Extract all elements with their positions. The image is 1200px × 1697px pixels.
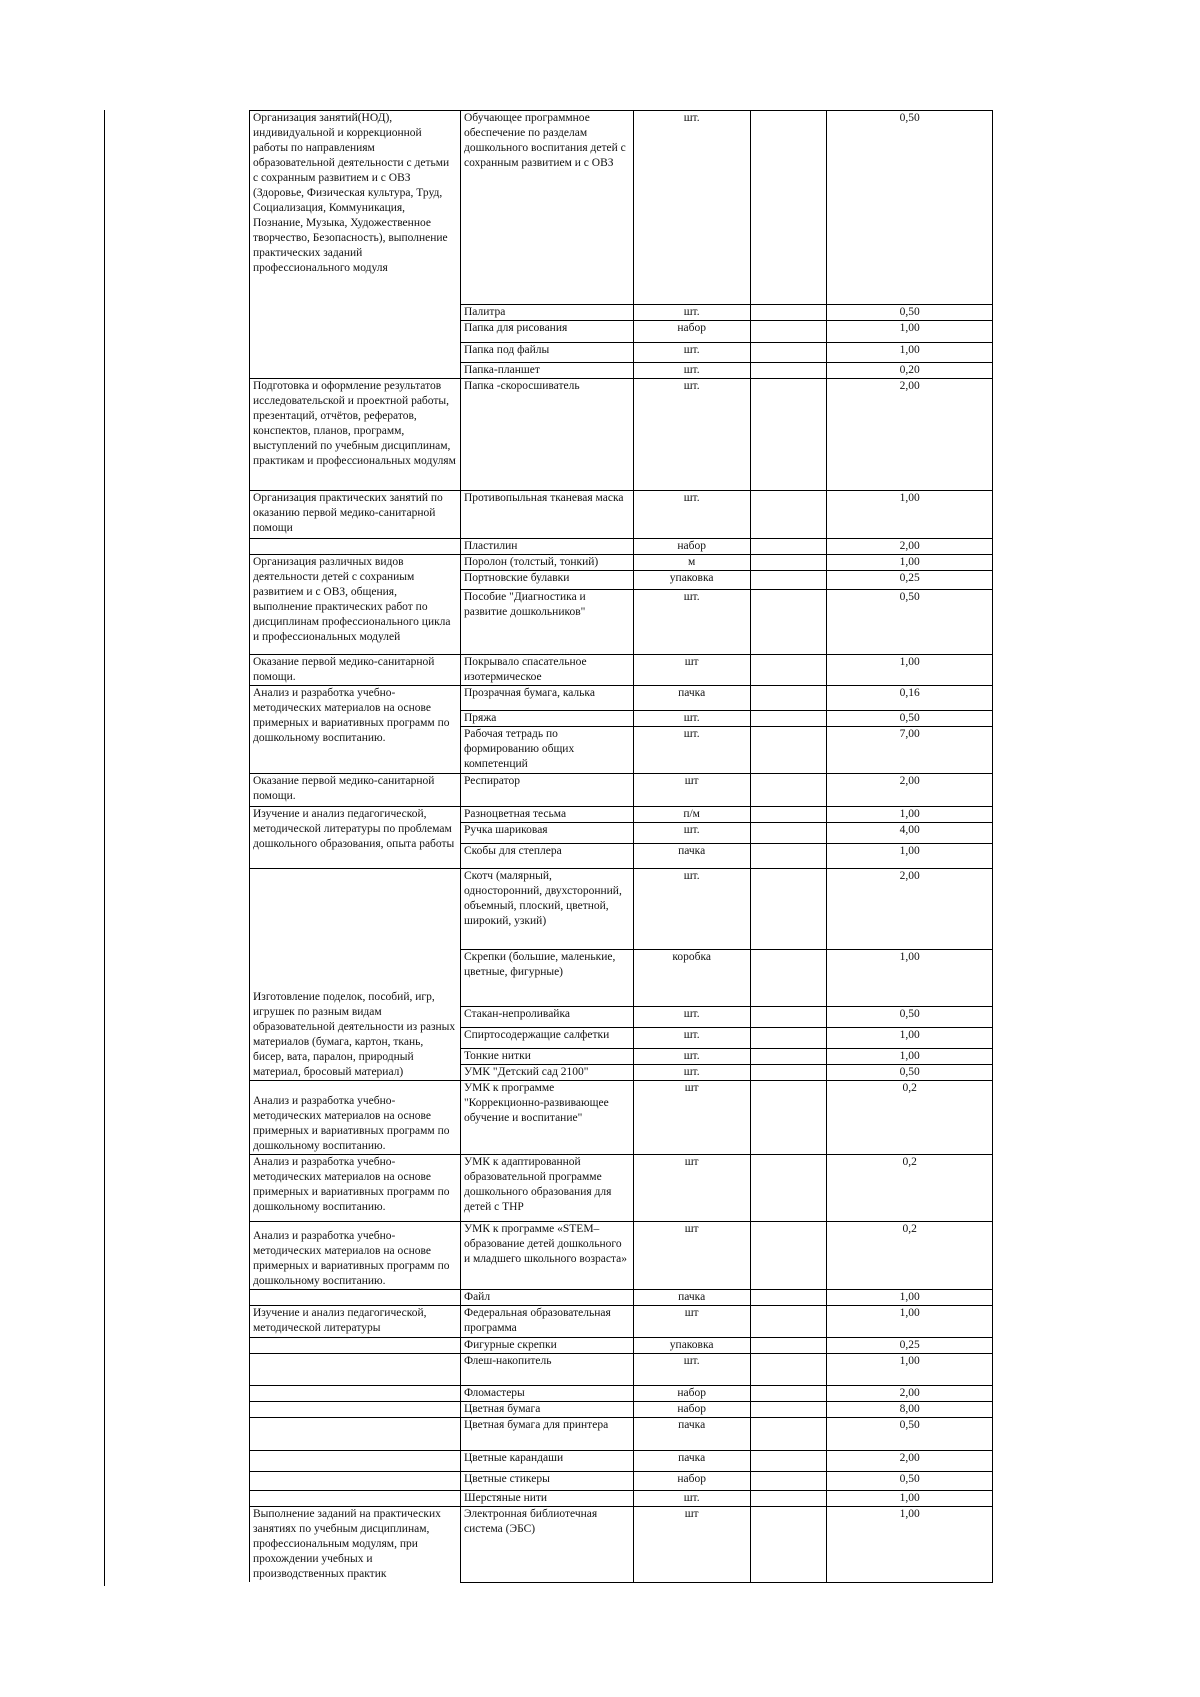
qty-cell: 1,00 xyxy=(827,807,993,823)
item-cell: Скрепки (большие, маленькие, цветные, фигурные) xyxy=(460,950,633,1007)
unit-cell: шт. xyxy=(633,1491,750,1507)
item-cell: Рабочая тетрадь по формированию общих компетенций xyxy=(460,727,633,774)
qty-cell: 1,00 xyxy=(827,844,993,869)
table-row xyxy=(250,1155,993,1222)
item-cell: Палитра xyxy=(460,305,633,321)
unit-cell: шт. xyxy=(633,305,750,321)
item-cell: Цветная бумага для принтера xyxy=(460,1418,633,1451)
unit-cell: п/м xyxy=(633,807,750,823)
empty-cell xyxy=(750,807,827,823)
item-cell: Флеш-накопитель xyxy=(460,1354,633,1386)
table-row xyxy=(250,1290,993,1306)
activity-cell xyxy=(250,539,461,555)
unit-cell: пачка xyxy=(633,1290,750,1306)
empty-cell xyxy=(750,1155,827,1222)
qty-cell: 7,00 xyxy=(827,727,993,774)
qty-cell: 1,00 xyxy=(827,321,993,343)
unit-cell: шт. xyxy=(633,343,750,363)
unit-cell: шт. xyxy=(633,727,750,774)
unit-cell: шт. xyxy=(633,491,750,539)
item-cell: Пластилин xyxy=(460,539,633,555)
item-cell: Файл xyxy=(460,1290,633,1306)
empty-cell xyxy=(750,1354,827,1386)
empty-cell xyxy=(750,869,827,950)
item-cell: УМК "Детский сад 2100" xyxy=(460,1065,633,1081)
qty-cell: 1,00 xyxy=(827,1028,993,1049)
table-row xyxy=(250,1507,993,1583)
table-row xyxy=(250,774,993,807)
table-row xyxy=(250,1081,993,1155)
activity-cell: Подготовка и оформление результатов исследовательской и проектной работы, презентаций, отчётов, рефератов, конспектов, планов, программ, выступлений по учебным дисциплинам, практикам и профессиональных модулям xyxy=(250,379,461,491)
unit-cell: пачка xyxy=(633,844,750,869)
empty-cell xyxy=(750,305,827,321)
table-row xyxy=(250,1386,993,1402)
left-margin-line xyxy=(104,110,105,1586)
unit-cell: шт xyxy=(633,1081,750,1155)
item-cell: Фигурные скрепки xyxy=(460,1338,633,1354)
empty-cell xyxy=(750,655,827,686)
qty-cell: 0,2 xyxy=(827,1155,993,1222)
table-row xyxy=(250,111,993,305)
table-row xyxy=(250,1491,993,1507)
empty-cell xyxy=(750,823,827,844)
empty-cell xyxy=(750,1418,827,1451)
activity-cell: Организация различных видов деятельности детей с сохраниым развитием и с ОВЗ, общения, выполнение практических работ по дисциплинам профессионального цикла и профессиональных модулей xyxy=(250,555,461,655)
activity-cell: Анализ и разработка учебно-методических материалов на основе примерных и вариативных программ по дошкольному воспитанию. xyxy=(250,1081,461,1155)
item-cell: УМК к программе «STEM–образование детей дошкольного и младшего школьного возраста» xyxy=(460,1222,633,1290)
empty-cell xyxy=(750,1049,827,1065)
qty-cell: 1,00 xyxy=(827,1507,993,1583)
activity-cell: Оказание первой медико-санитарной помощи. xyxy=(250,655,461,686)
qty-cell: 2,00 xyxy=(827,1451,993,1472)
empty-cell xyxy=(750,950,827,1007)
item-cell: Электронная библиотечная система (ЭБС) xyxy=(460,1507,633,1583)
activity-cell: Изучение и анализ педагогической, методической литературы по проблемам дошкольного образования, опыта работы xyxy=(250,807,461,869)
qty-cell: 1,00 xyxy=(827,950,993,1007)
qty-cell: 1,00 xyxy=(827,1491,993,1507)
unit-cell: набор xyxy=(633,1402,750,1418)
item-cell: Папка под файлы xyxy=(460,343,633,363)
item-cell: Тонкие нитки xyxy=(460,1049,633,1065)
unit-cell: шт. xyxy=(633,379,750,491)
table-row xyxy=(250,1418,993,1451)
qty-cell: 0,16 xyxy=(827,686,993,711)
empty-cell xyxy=(750,1306,827,1338)
item-cell: Покрывало спасательное изотермическое xyxy=(460,655,633,686)
empty-cell xyxy=(750,1065,827,1081)
qty-cell: 8,00 xyxy=(827,1402,993,1418)
qty-cell: 1,00 xyxy=(827,1354,993,1386)
table-row xyxy=(250,539,993,555)
table-row xyxy=(250,686,993,711)
qty-cell: 1,00 xyxy=(827,555,993,571)
item-cell: Спиртосодержащие салфетки xyxy=(460,1028,633,1049)
unit-cell: шт. xyxy=(633,1065,750,1081)
unit-cell: упаковка xyxy=(633,1338,750,1354)
empty-cell xyxy=(750,1290,827,1306)
qty-cell: 1,00 xyxy=(827,491,993,539)
qty-cell: 0,20 xyxy=(827,363,993,379)
activity-cell: Анализ и разработка учебно-методических материалов на основе примерных и вариативных программ по дошкольному воспитанию. xyxy=(250,1155,461,1222)
unit-cell: шт xyxy=(633,1155,750,1222)
item-cell: Ручка шариковая xyxy=(460,823,633,844)
item-cell: Папка для рисования xyxy=(460,321,633,343)
qty-cell: 0,50 xyxy=(827,1472,993,1491)
unit-cell: м xyxy=(633,555,750,571)
unit-cell: шт. xyxy=(633,869,750,950)
qty-cell: 0,50 xyxy=(827,1418,993,1451)
empty-cell xyxy=(750,1081,827,1155)
empty-cell xyxy=(750,727,827,774)
empty-cell xyxy=(750,1028,827,1049)
item-cell: Папка-планшет xyxy=(460,363,633,379)
unit-cell: шт. xyxy=(633,1028,750,1049)
item-cell: Цветная бумага xyxy=(460,1402,633,1418)
unit-cell: набор xyxy=(633,321,750,343)
empty-cell xyxy=(750,1402,827,1418)
qty-cell: 2,00 xyxy=(827,379,993,491)
activity-cell xyxy=(250,1472,461,1491)
empty-cell xyxy=(750,321,827,343)
empty-cell xyxy=(750,491,827,539)
empty-cell xyxy=(750,571,827,590)
empty-cell xyxy=(750,1338,827,1354)
empty-cell xyxy=(750,539,827,555)
item-cell: Респиратор xyxy=(460,774,633,807)
unit-cell: шт. xyxy=(633,590,750,655)
empty-cell xyxy=(750,844,827,869)
table-row xyxy=(250,807,993,823)
empty-cell xyxy=(750,686,827,711)
qty-cell: 0,25 xyxy=(827,1338,993,1354)
activity-cell: Организация практических занятий по оказанию первой медико-санитарной помощи xyxy=(250,491,461,539)
unit-cell: шт xyxy=(633,1222,750,1290)
unit-cell: шт. xyxy=(633,711,750,727)
unit-cell: набор xyxy=(633,1386,750,1402)
qty-cell: 1,00 xyxy=(827,1306,993,1338)
item-cell: Стакан-непроливайка xyxy=(460,1007,633,1028)
unit-cell: шт. xyxy=(633,363,750,379)
empty-cell xyxy=(750,1007,827,1028)
item-cell: Противопыльная тканевая маска xyxy=(460,491,633,539)
unit-cell: шт. xyxy=(633,1354,750,1386)
empty-cell xyxy=(750,774,827,807)
item-cell: УМК к адаптированной образовательной программе дошкольного образования для детей с ТНР xyxy=(460,1155,633,1222)
qty-cell: 0,50 xyxy=(827,590,993,655)
qty-cell: 2,00 xyxy=(827,1386,993,1402)
empty-cell xyxy=(750,111,827,305)
unit-cell: пачка xyxy=(633,1418,750,1451)
unit-cell: пачка xyxy=(633,686,750,711)
qty-cell: 2,00 xyxy=(827,774,993,807)
empty-cell xyxy=(750,1386,827,1402)
qty-cell: 1,00 xyxy=(827,655,993,686)
unit-cell: шт xyxy=(633,655,750,686)
unit-cell: шт xyxy=(633,1306,750,1338)
table-row xyxy=(250,1402,993,1418)
qty-cell: 0,50 xyxy=(827,305,993,321)
activity-cell xyxy=(250,1386,461,1402)
unit-cell: коробка xyxy=(633,950,750,1007)
item-cell: Пряжа xyxy=(460,711,633,727)
item-cell: Поролон (толстый, тонкий) xyxy=(460,555,633,571)
activity-cell: Организация занятий(НОД), индивидуальной и коррекционной работы по направлениям образовательной деятельности с детьми с сохранным развитием и с ОВЗ (Здоровье, Физическая культура, Труд, Социализация, Коммуникация, Познание, Музыка, Художественное творчество, Безопасность), выполнение практических заданий профессионального модуля xyxy=(250,111,461,379)
empty-cell xyxy=(750,379,827,491)
activity-cell xyxy=(250,1418,461,1451)
qty-cell: 0,2 xyxy=(827,1081,993,1155)
table-row xyxy=(250,869,993,950)
unit-cell: набор xyxy=(633,539,750,555)
item-cell: Фломастеры xyxy=(460,1386,633,1402)
unit-cell: шт. xyxy=(633,1049,750,1065)
qty-cell: 0,2 xyxy=(827,1222,993,1290)
table-row xyxy=(250,491,993,539)
qty-cell: 1,00 xyxy=(827,343,993,363)
activity-cell xyxy=(250,1451,461,1472)
qty-cell: 0,50 xyxy=(827,1065,993,1081)
qty-cell: 0,50 xyxy=(827,111,993,305)
table-row xyxy=(250,1306,993,1338)
empty-cell xyxy=(750,363,827,379)
item-cell: Разноцветная тесьма xyxy=(460,807,633,823)
item-cell: Прозрачная бумага, калька xyxy=(460,686,633,711)
qty-cell: 2,00 xyxy=(827,869,993,950)
table-row xyxy=(250,1222,993,1290)
table-row xyxy=(250,655,993,686)
activity-cell: Анализ и разработка учебно-методических материалов на основе примерных и вариативных программ по дошкольному воспитанию. xyxy=(250,686,461,774)
unit-cell: шт. xyxy=(633,111,750,305)
unit-cell: шт. xyxy=(633,823,750,844)
qty-cell: 4,00 xyxy=(827,823,993,844)
activity-cell: Анализ и разработка учебно-методических материалов на основе примерных и вариативных программ по дошкольному воспитанию. xyxy=(250,1222,461,1290)
item-cell: Цветные стикеры xyxy=(460,1472,633,1491)
table-row xyxy=(250,555,993,571)
qty-cell: 1,00 xyxy=(827,1049,993,1065)
item-cell: Шерстяные нити xyxy=(460,1491,633,1507)
activity-cell: Изготовление поделок, пособий, игр, игрушек по разным видам образовательной деятельности из разных материалов (бумага, картон, ткань, бисер, вата, паралон, природный материал, бросовый материал) xyxy=(250,869,461,1081)
item-cell: Портновские булавки xyxy=(460,571,633,590)
qty-cell: 2,00 xyxy=(827,539,993,555)
empty-cell xyxy=(750,1507,827,1583)
item-cell: Обучающее программное обеспечение по разделам дошкольного воспитания детей с сохранным развитием и с ОВЗ xyxy=(460,111,633,305)
item-cell: Пособие "Диагностика и развитие дошкольников" xyxy=(460,590,633,655)
empty-cell xyxy=(750,711,827,727)
activity-cell: Оказание первой медико-санитарной помощи. xyxy=(250,774,461,807)
activity-cell xyxy=(250,1491,461,1507)
qty-cell: 0,25 xyxy=(827,571,993,590)
item-cell: Скотч (малярный, односторонний, двухсторонний, объемный, плоский, цветной, широкий, узкий) xyxy=(460,869,633,950)
activity-cell: Выполнение заданий на практических занятиях по учебным дисциплинам, профессиональным модулям, при прохождении учебных и производственных практик xyxy=(250,1507,461,1583)
unit-cell: шт xyxy=(633,1507,750,1583)
qty-cell: 0,50 xyxy=(827,711,993,727)
empty-cell xyxy=(750,1491,827,1507)
unit-cell: набор xyxy=(633,1472,750,1491)
table-row xyxy=(250,1354,993,1386)
activity-cell xyxy=(250,1354,461,1386)
activity-cell xyxy=(250,1402,461,1418)
table-row xyxy=(250,1472,993,1491)
table-row xyxy=(250,1451,993,1472)
empty-cell xyxy=(750,343,827,363)
qty-cell: 1,00 xyxy=(827,1290,993,1306)
empty-cell xyxy=(750,590,827,655)
empty-cell xyxy=(750,555,827,571)
materials-table xyxy=(249,110,993,1583)
unit-cell: шт. xyxy=(633,1007,750,1028)
empty-cell xyxy=(750,1472,827,1491)
item-cell: УМК к программе "Коррекционно-развивающее обучение и воспитание" xyxy=(460,1081,633,1155)
activity-cell xyxy=(250,1290,461,1306)
empty-cell xyxy=(750,1222,827,1290)
unit-cell: шт xyxy=(633,774,750,807)
table-row xyxy=(250,379,993,491)
activity-cell: Изучение и анализ педагогической, методической литературы xyxy=(250,1306,461,1338)
item-cell: Скобы для степлера xyxy=(460,844,633,869)
item-cell: Федеральная образовательная программа xyxy=(460,1306,633,1338)
item-cell: Цветные карандаши xyxy=(460,1451,633,1472)
table-row xyxy=(250,1338,993,1354)
unit-cell: пачка xyxy=(633,1451,750,1472)
unit-cell: упаковка xyxy=(633,571,750,590)
empty-cell xyxy=(750,1451,827,1472)
activity-cell xyxy=(250,1338,461,1354)
qty-cell: 0,50 xyxy=(827,1007,993,1028)
item-cell: Папка -скоросшиватель xyxy=(460,379,633,491)
